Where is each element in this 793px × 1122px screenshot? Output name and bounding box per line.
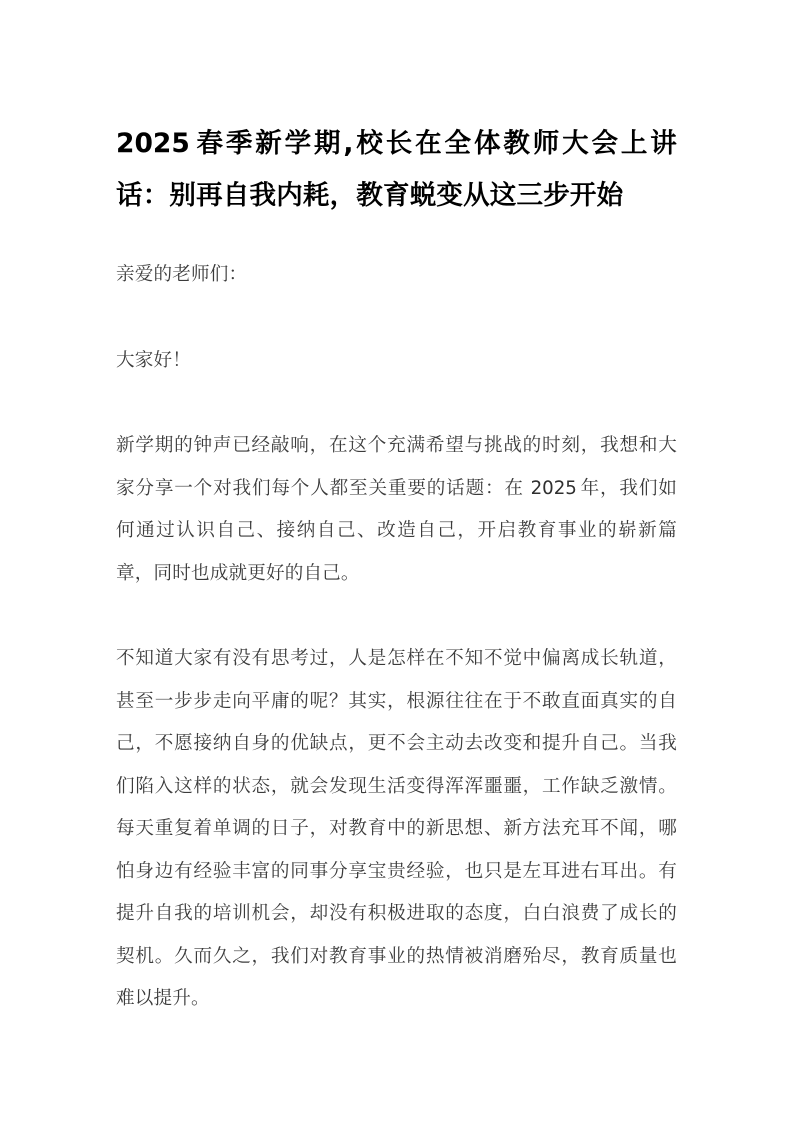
paragraph-salutation: 亲爱的老师们：	[116, 264, 248, 285]
paragraph-opening-text-after-number: 年，我们如何通过认识自己、接纳自己、改造自己，开启教育事业的崭新篇章，同时也成就更好的自己。	[116, 477, 677, 584]
title-leading-number: 2025	[116, 128, 190, 159]
paragraph-problem-statement: 不知道大家有没有思考过，人是怎样在不知不觉中偏离成长轨道，甚至一步步走向平庸的呢？其实，根源往往在于不敢直面真实的自己，不愿接纳自身的优缺点，更不会主动去改变和提升自己。当我们陷入这样的状态，就会发现生活变得浑浑噩噩，工作缺乏激情。每天重复着单调的日子，对教育中的新思想、新方法充耳不闻，哪怕身边有经验丰富的同事分享宝贵经验，也只是左耳进右耳出。有提升自我的培训机会，却没有积极进取的态度，白白浪费了成长的契机。久而久之，我们对教育事业的热情被消磨殆尽，教育质量也难以提升。	[116, 648, 677, 1009]
title-line-2-text: 话：别再自我内耗，教育蜕变从这三步开始	[116, 180, 624, 211]
paragraph-opening-text-before-number: 新学期的钟声已经敲响，在这个充满希望与挑战的时刻，我想和大家分享一个对我们每个人都至关重要的话题：在	[116, 435, 677, 499]
paragraph-opening	[116, 425, 677, 595]
page-title	[116, 118, 677, 222]
paragraph-opening-inline-number: 2025	[530, 477, 577, 499]
document-content	[116, 118, 677, 1021]
document-body	[116, 254, 677, 1021]
paragraph-greeting: 大家好！	[116, 349, 191, 371]
title-line-1-text: 春季新学期,校长在全体教师大会上讲	[193, 128, 677, 159]
